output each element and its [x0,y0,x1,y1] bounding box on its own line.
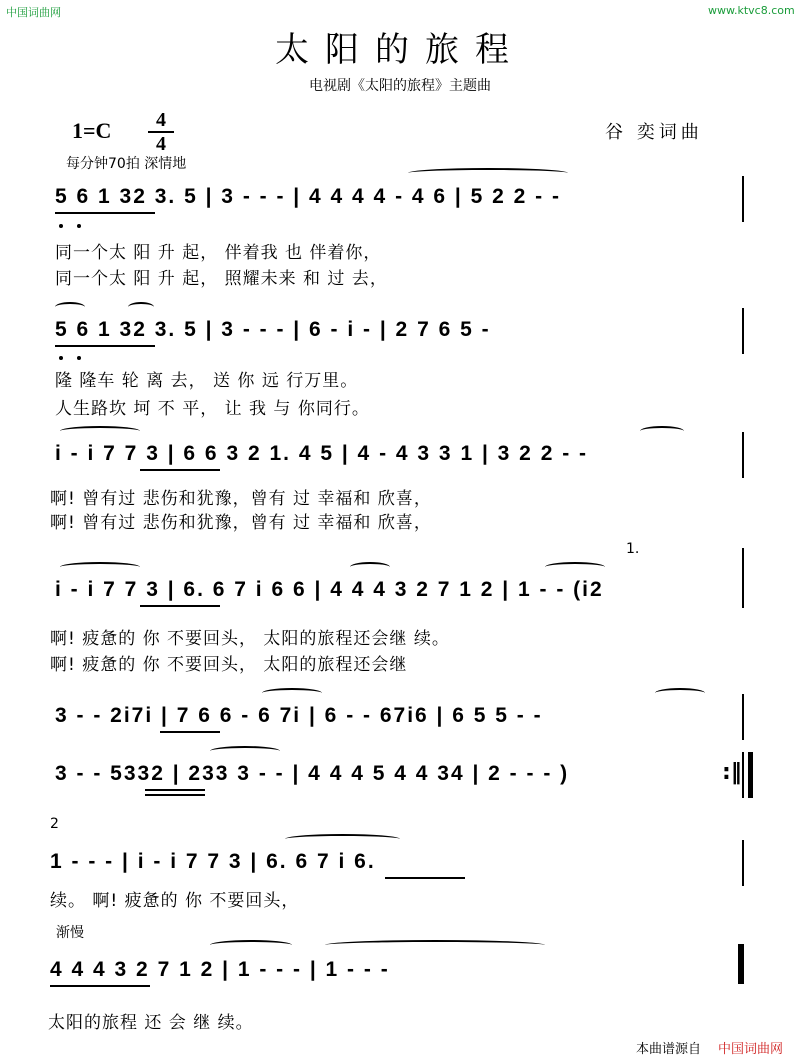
composer-credit: 谷 奕词曲 [605,122,703,143]
barline [742,694,744,740]
low-octave-dot [59,224,63,228]
slur [545,562,605,572]
notation-line-8: 4 4 4 3 2 7 1 2 | 1 - - - | 1 - - - [50,958,390,981]
barline [742,176,744,222]
page-title: 太阳的旅程 [275,30,525,70]
slur [350,562,390,572]
barline [742,840,744,886]
time-signature [148,110,174,154]
notation-line-1: 5 6 1 32 3. 5 | 3 - - - | 4 4 4 4 - 4 6 | 5 2 2 - - [55,185,561,208]
beam-line [145,794,205,796]
notation-line-2: 5 6 1 32 3. 5 | 3 - - - | 6 - i - | 2 7 6 5 - [55,318,491,341]
slur [285,834,400,844]
slur [210,746,280,756]
volta-1: 1. [626,541,640,557]
beam-line [55,345,155,347]
watermark-right: www.ktvc8.com [708,4,795,17]
beam-line [385,877,465,879]
notation-line-7: 1 - - - | i - i 7 7 3 | 6. 6 7 i 6. [50,850,376,873]
lyric-line-8: 太阳的旅程 还 会 继 续。 [48,1013,254,1033]
low-octave-dot [59,356,63,360]
notation-line-4: i - i 7 7 3 | 6. 6 7 i 6 6 | 4 4 4 3 2 7 1 2 | 1 - - (i2 [55,578,604,601]
barline [742,752,744,798]
lyric-line-1-verse-2: 同一个太 阳 升 起， 照耀未来 和 过 去， [55,269,388,289]
slur [128,302,154,312]
time-signature-bottom: 4 [156,133,166,155]
barline [742,432,744,478]
lyric-line-2-verse-2: 人生路坎 坷 不 平， 让 我 与 你同行。 [55,399,370,419]
slur [325,940,545,950]
tempo-change-marking: 渐慢 [56,925,84,941]
barline [742,308,744,354]
beam-line [50,985,150,987]
lyric-line-4-verse-1: 啊! 疲惫的 你 不要回头， 太阳的旅程还会继 续。 [50,629,450,649]
slur [55,302,85,312]
slur [210,940,292,950]
time-signature-top: 4 [156,109,166,131]
tempo-marking: 每分钟70拍 深情地 [66,156,187,172]
slur [408,168,568,178]
footer-source-label: 本曲谱源自 [636,1042,702,1057]
lyric-line-3-verse-1: 啊! 曾有过 悲伤和犹豫，曾有 过 幸福和 欣喜， [50,489,432,509]
final-barline [738,944,744,984]
slur [60,426,140,436]
slur [60,562,140,572]
beam-line [140,469,220,471]
low-octave-dot [77,224,81,228]
lyric-line-2-verse-1: 隆 隆车 轮 离 去， 送 你 远 行万里。 [55,371,359,391]
beam-line [140,605,220,607]
lyric-line-7: 续。 啊! 疲惫的 你 不要回头， [50,891,300,911]
slur [262,688,322,698]
lyric-line-3-verse-2: 啊! 曾有过 悲伤和犹豫，曾有 过 幸福和 欣喜， [50,513,432,533]
subtitle: 电视剧《太阳的旅程》主题曲 [309,78,491,94]
barline-thick [748,752,753,798]
lyric-line-4-verse-2: 啊! 疲惫的 你 不要回头， 太阳的旅程还会继 [50,655,408,675]
slur [640,426,684,436]
low-octave-dot [77,356,81,360]
beam-line [55,212,155,214]
slur [655,688,705,698]
barline [742,548,744,608]
beam-line [160,731,220,733]
notation-line-6: 3 - - 5332 | 233 3 - - | 4 4 4 5 4 4 34 | 2 - - - ) [55,762,570,785]
repeat-end-sign: :‖ [722,760,742,785]
lyric-line-1-verse-1: 同一个太 阳 升 起， 伴着我 也 伴着你， [55,243,382,263]
notation-line-5: 3 - - 2i7i | 7 6 6 - 6 7i | 6 - - 67i6 | 6 5 5 - - [55,704,543,727]
notation-line-3: i - i 7 7 3 | 6 6 3 2 1. 4 5 | 4 - 4 3 3 1 | 3 2 2 - - [55,442,589,465]
key-signature: 1=C [72,118,112,143]
volta-2: 2 [50,816,59,832]
beam-line [145,789,205,791]
watermark-left: 中国词曲网 [6,6,61,19]
footer-source-site: 中国词曲网 [718,1042,784,1057]
